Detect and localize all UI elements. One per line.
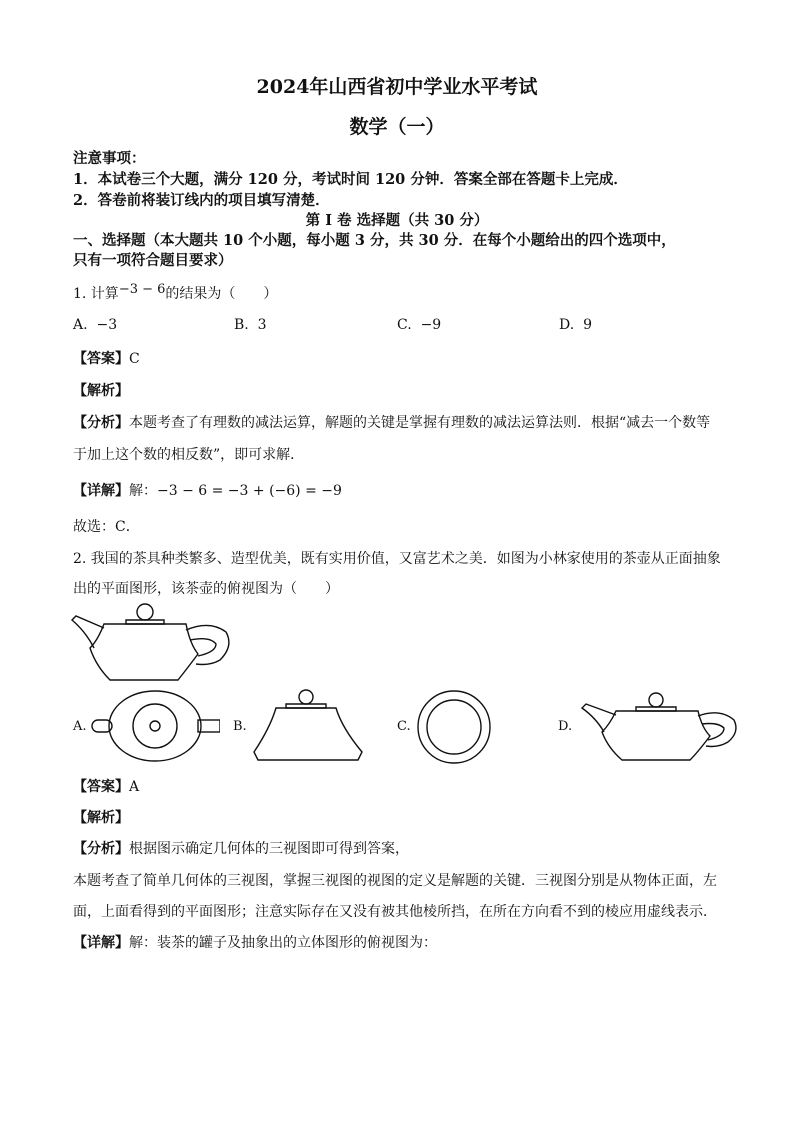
q1-suffix: 的结果为（ ） xyxy=(165,286,278,302)
notice-heading: 注意事项： xyxy=(73,150,146,167)
q1-prefix: 1. 计算 xyxy=(73,286,119,302)
q1-option-a: A. −3 xyxy=(73,317,118,333)
teapot-front-view-figure xyxy=(70,600,235,685)
q2-stem-1: 2. 我国的茶具种类繁多、造型优美，既有实用价值，又富艺术之美．如图为小林家使用的茶壶从正面抽象 xyxy=(73,551,721,567)
q1-expression: −3 − 6 xyxy=(118,282,166,297)
q2-option-a-figure xyxy=(90,689,220,765)
q2-option-c-figure xyxy=(413,688,495,766)
exam-subtitle: 数学（一） xyxy=(349,116,445,138)
q2-option-a-label: A. xyxy=(73,719,87,734)
q2-explain-2: 面，上面看得到的平面图形；注意实际存在又没有被其他棱所挡，在所在方向看不到的棱应用虚线表示． xyxy=(73,904,717,920)
section-instructions-2: 只有一项符合题目要求） xyxy=(73,252,233,269)
q1-conclusion: 故选：C． xyxy=(73,519,140,535)
q1-analysis-label: 【解析】 xyxy=(73,383,129,399)
notice-item-1: 1．本试卷三个大题，满分 120 分，考试时间 120 分钟．答案全部在答题卡上完成． xyxy=(73,171,628,188)
q2-detail: 【详解】解：装茶的罐子及抽象出的立体图形的俯视图为： xyxy=(73,935,437,951)
q2-option-d-figure xyxy=(578,688,742,766)
q2-option-b-label: B. xyxy=(233,719,247,734)
q2-option-c-label: C. xyxy=(397,719,411,734)
q2-stem-2: 出的平面图形，该茶壶的俯视图为（ ） xyxy=(73,581,339,597)
q2-answer: 【答案】A xyxy=(73,779,140,795)
q1-option-d: D. 9 xyxy=(559,317,593,333)
q2-fenxi: 【分析】根据图示确定几何体的三视图即可得到答案， xyxy=(73,841,409,857)
q2-analysis-label: 【解析】 xyxy=(73,810,129,826)
q1-option-c: C. −9 xyxy=(397,317,442,333)
q1-detail: 【详解】解：−3 − 6 = −3 + (−6) = −9 xyxy=(73,483,342,499)
q1-answer: 【答案】C xyxy=(73,351,140,367)
exam-title: 2024年山西省初中学业水平考试 xyxy=(256,76,538,98)
section-title: 第 I 卷 选择题（共 30 分） xyxy=(305,212,489,229)
q1-option-b: B. 3 xyxy=(234,317,267,333)
q1-fenxi-1: 【分析】本题考查了有理数的减法运算，解题的关键是掌握有理数的减法运算法则．根据“减去一个数等 xyxy=(73,415,711,431)
q1-fenxi-2: 于加上这个数的相反数”，即可求解． xyxy=(73,447,305,463)
notice-item-2: 2．答卷前将装订线内的项目填写清楚． xyxy=(73,192,330,209)
q1-stem xyxy=(73,283,277,303)
q2-explain-1: 本题考查了简单几何体的三视图，掌握三视图的视图的定义是解题的关键．三视图分别是从物体正面，左 xyxy=(73,873,717,889)
q2-option-d-label: D. xyxy=(558,719,573,734)
section-instructions-1: 一、选择题（本大题共 10 个小题，每小题 3 分，共 30 分．在每个小题给出的四个选项中， xyxy=(73,232,676,249)
q2-option-b-figure xyxy=(250,686,368,766)
